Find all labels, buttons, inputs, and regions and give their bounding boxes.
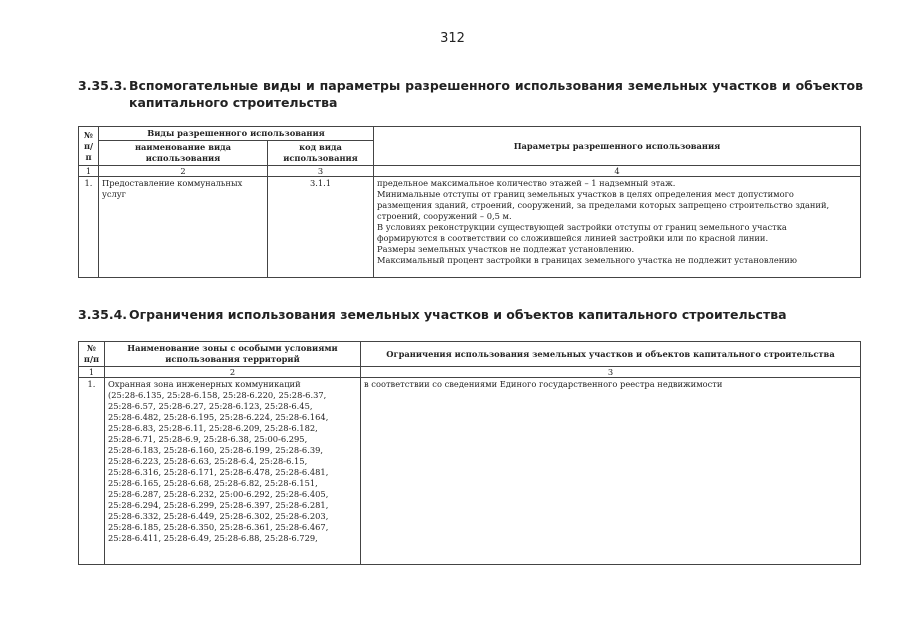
table-row xyxy=(79,177,861,278)
index-cell: 4 xyxy=(374,166,861,177)
param-line: формируются в соответствии со сложившейся линией застройки или по красной линии. xyxy=(377,233,769,243)
use-params xyxy=(374,177,861,278)
zone-line: 25:28-6.83, 25:28-6.11, 25:28-6.209, 25:28-6.182, xyxy=(108,423,318,433)
zone-line: 25:28-6.223, 25:28-6.63, 25:28-6.4, 25:28-6.15, xyxy=(108,456,308,466)
zone-line: 25:28-6.183, 25:28-6.160, 25:28-6.199, 25:28-6.39, xyxy=(108,445,324,455)
header-use-name: наименование вида использования xyxy=(99,141,268,166)
zone-line: 25:28-6.332, 25:28-6.449, 25:28-6.302, 25:28-6.203, xyxy=(108,511,329,521)
index-cell: 3 xyxy=(268,166,374,177)
zone-line: 25:28-6.287, 25:28-6.232, 25:00-6.292, 25:28-6.405, xyxy=(108,489,329,499)
header-number: № п/п xyxy=(79,127,99,166)
zone-line: 25:28-6.185, 25:28-6.350, 25:28-6.361, 25:28-6.467, xyxy=(108,522,329,532)
param-line: Размеры земельных участков не подлежат установлению. xyxy=(377,244,635,254)
zone-name xyxy=(105,378,361,565)
param-line: размещения зданий, строений, сооружений, за пределами которых запрещено строительство зданий, xyxy=(377,200,830,210)
param-line: строений, сооружений – 0,5 м. xyxy=(377,211,512,221)
section-title: Вспомогательные виды и параметры разрешенного использования земельных участков и объектов капитального строительства xyxy=(129,78,863,110)
zone-line: 25:28-6.57, 25:28-6.27, 25:28-6.123, 25:28-6.45, xyxy=(108,401,313,411)
header-use-code: код вида использования xyxy=(268,141,374,166)
header-params: Параметры разрешенного использования xyxy=(374,127,861,166)
zone-line: 25:28-6.71, 25:28-6.9, 25:28-6.38, 25:00-6.295, xyxy=(108,434,308,444)
zone-line: Охранная зона инженерных коммуникаций xyxy=(108,379,301,389)
section-heading-3-35-4 xyxy=(78,306,863,323)
row-number: 1. xyxy=(79,177,99,278)
zone-line: 25:28-6.165, 25:28-6.68, 25:28-6.82, 25:28-6.151, xyxy=(108,478,318,488)
index-row xyxy=(79,367,861,378)
index-cell: 3 xyxy=(361,367,861,378)
header-limits: Ограничения использования земельных участков и объектов капитального строительства xyxy=(361,342,861,367)
section-heading-3-35-3 xyxy=(78,77,863,111)
section-number: 3.35.3. xyxy=(78,78,128,93)
param-line: В условиях реконструкции существующей застройки отступы от границ земельного участка xyxy=(377,222,787,232)
header-use-types: Виды разрешенного использования xyxy=(99,127,374,141)
zone-limits: в соответствии со сведениями Единого государственного реестра недвижимости xyxy=(361,378,861,565)
row-number: 1. xyxy=(79,378,105,565)
param-line: предельное максимальное количество этажей – 1 надземный этаж. xyxy=(377,178,676,188)
permitted-use-table xyxy=(78,126,861,278)
section-number: 3.35.4. xyxy=(78,307,128,322)
header-number: № п/п xyxy=(79,342,105,367)
zone-line: 25:28-6.316, 25:28-6.171, 25:28-6.478, 25:28-6.481, xyxy=(108,467,329,477)
page-number: 312 xyxy=(440,31,465,46)
table-row xyxy=(79,378,861,565)
zone-line: 25:28-6.411, 25:28-6.49, 25:28-6.88, 25:28-6.729, xyxy=(108,533,318,543)
section-title: Ограничения использования земельных участков и объектов капитального строительства xyxy=(129,307,787,322)
param-line: Максимальный процент застройки в границах земельного участка не подлежит установлению xyxy=(377,255,798,265)
index-cell: 1 xyxy=(79,166,99,177)
index-cell: 1 xyxy=(79,367,105,378)
index-cell: 2 xyxy=(105,367,361,378)
index-row xyxy=(79,166,861,177)
zone-line: 25:28-6.482, 25:28-6.195, 25:28-6.224, 25:28-6.164, xyxy=(108,412,329,422)
header-zone: Наименование зоны с особыми условиями использования территорий xyxy=(105,342,361,367)
index-cell: 2 xyxy=(99,166,268,177)
zone-line: (25:28-6.135, 25:28-6.158, 25:28-6.220, 25:28-6.37, xyxy=(108,390,327,400)
restrictions-table xyxy=(78,341,861,565)
use-name: Предоставление коммунальных услуг xyxy=(99,177,268,278)
zone-line: 25:28-6.294, 25:28-6.299, 25:28-6.397, 25:28-6.281, xyxy=(108,500,329,510)
use-code: 3.1.1 xyxy=(268,177,374,278)
param-line: Минимальные отступы от границ земельных участков в целях определения мест допустимого xyxy=(377,189,794,199)
